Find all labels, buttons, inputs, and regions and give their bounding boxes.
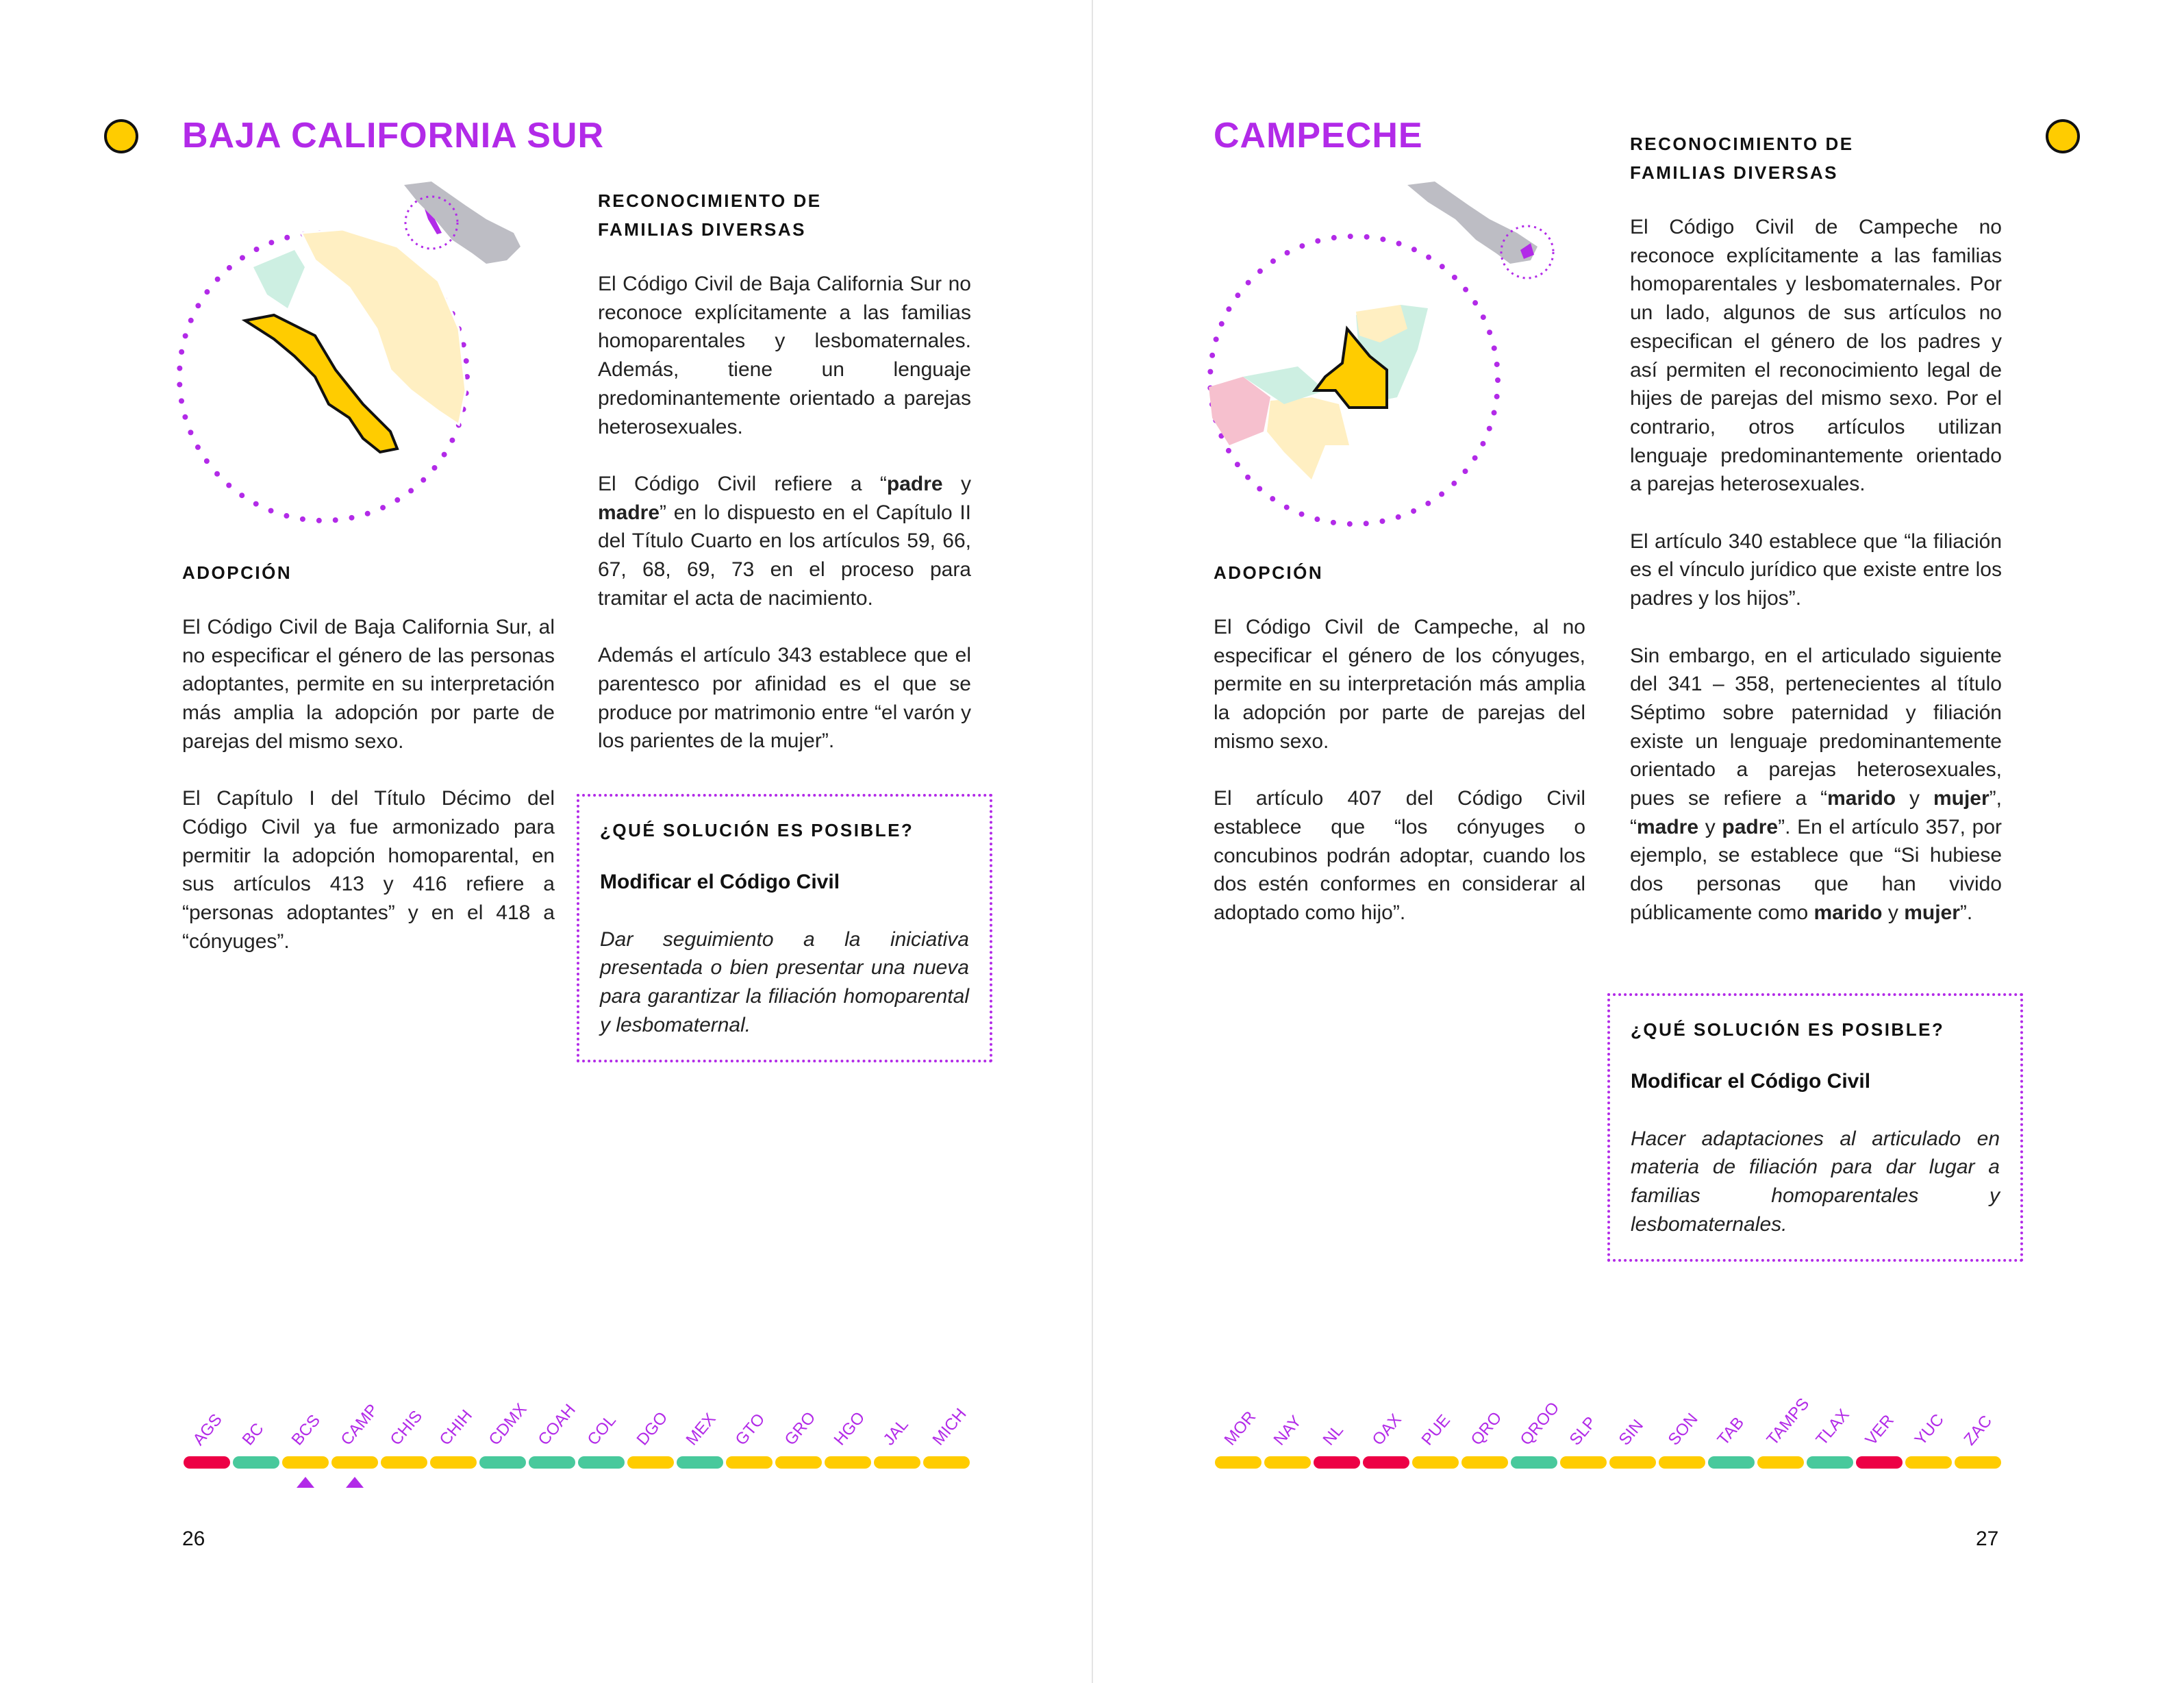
state-label: SLP xyxy=(1566,1413,1601,1449)
text: ”. xyxy=(1959,901,1973,924)
state-status-segment-ver xyxy=(1856,1456,1903,1469)
text: El Código Civil de Baja California Sur, al no especificar el género de las personas adoptantes, permite en su interpretación más amplia la adopción por parte de parejas del mismo sexo. xyxy=(182,616,555,753)
state-label: DGO xyxy=(633,1408,672,1449)
state-label: COL xyxy=(583,1411,620,1449)
page-title: CAMPECHE xyxy=(1214,116,1423,155)
state-label: TLAX xyxy=(1812,1406,1853,1449)
paragraph xyxy=(182,784,555,956)
state-label: CAMP xyxy=(337,1400,382,1449)
state-label: NAY xyxy=(1270,1412,1305,1449)
state-label: VER xyxy=(1861,1411,1898,1449)
state-status-segment-col xyxy=(578,1456,625,1469)
state-status-segment-tamps xyxy=(1757,1456,1804,1469)
paragraph xyxy=(1630,642,2002,927)
state-label: CDMX xyxy=(485,1399,531,1449)
text: El Código Civil de Campeche, al no especificar el género de los cónyuges, permite en su interpretación más amplia la adopción por parte de parejas del mismo sexo. xyxy=(1214,616,1585,753)
state-status-segment-jal xyxy=(874,1456,920,1469)
state-status-segment-chih xyxy=(430,1456,477,1469)
paragraph xyxy=(1630,213,2002,499)
solution-subtitle: Modificar el Código Civil xyxy=(600,871,840,893)
text: El Capítulo I del Título Décimo del Código Civil ya fue armonizado para permitir la adopción homoparental, en sus artículos 413 y 416 refiere a “personas adoptantes” y en el 418 a “cónyuges”. xyxy=(182,787,555,953)
state-label: CHIH xyxy=(436,1406,476,1449)
page-number: 27 xyxy=(1976,1528,1999,1550)
text: ” en lo dispuesto en el Capítulo II del Título Cuarto en los artículos 59, 66, 67, 68, 69, 73 en el proceso para tramitar el acta de nacimiento. xyxy=(598,501,971,610)
text: y xyxy=(942,472,971,495)
state-status-segment-bcs xyxy=(282,1456,329,1469)
state-status-segment-hgo xyxy=(825,1456,871,1469)
state-status-segment-yuc xyxy=(1905,1456,1952,1469)
page-title: BAJA CALIFORNIA SUR xyxy=(182,116,605,155)
section-heading-adopcion: ADOPCIÓN xyxy=(182,562,292,583)
section-heading-reconocimiento xyxy=(598,186,971,244)
state-label: GTO xyxy=(731,1410,769,1449)
state-status-segment-mex xyxy=(677,1456,723,1469)
state-status-segment-nay xyxy=(1264,1456,1311,1469)
solution-text: Dar seguimiento a la iniciativa presentada o bien presentar una nueva para garantizar la filiación homoparental y lesbomaternal. xyxy=(600,927,969,1036)
state-label: TAB xyxy=(1714,1413,1748,1449)
paragraph xyxy=(598,270,971,441)
text: El Código Civil refiere a “ xyxy=(598,472,887,495)
text: El artículo 340 establece que “la filiación es el vínculo jurídico que existe entre los padres y los hijos”. xyxy=(1630,529,2002,610)
text: El artículo 407 del Código Civil establece que “los cónyuges o concubinos podrán adoptar, cuando los dos estén conformes en considerar al adoptado como hijo”. xyxy=(1214,787,1585,925)
state-label: NL xyxy=(1319,1421,1347,1449)
text: y xyxy=(1698,815,1722,838)
state-status-bar xyxy=(182,1384,971,1480)
state-label: JAL xyxy=(879,1415,912,1449)
current-state-marker-icon xyxy=(346,1477,364,1488)
bold-text: mujer xyxy=(1904,901,1960,924)
text: y xyxy=(1882,901,1905,924)
state-status-segment-coah xyxy=(529,1456,575,1469)
page-number: 26 xyxy=(182,1528,205,1550)
bold-text: marido xyxy=(1813,901,1883,924)
state-map-campeche xyxy=(1202,171,1585,527)
heading-line: RECONOCIMIENTO DE xyxy=(598,190,822,211)
text: ”, “ xyxy=(1630,787,2002,838)
reconocimiento-text xyxy=(598,270,971,756)
state-status-segment-sin xyxy=(1609,1456,1656,1469)
heading-line: FAMILIAS DIVERSAS xyxy=(1630,162,1838,183)
state-label: AGS xyxy=(189,1410,226,1449)
state-status-segment-cdmx xyxy=(479,1456,526,1469)
section-heading-adopcion: ADOPCIÓN xyxy=(1214,562,1324,583)
state-status-segment-dgo xyxy=(627,1456,674,1469)
state-label: COAH xyxy=(534,1400,579,1449)
state-label: BCS xyxy=(288,1411,324,1449)
state-label: HGO xyxy=(830,1408,869,1449)
paragraph xyxy=(1630,527,2002,613)
state-status-segment-slp xyxy=(1560,1456,1607,1469)
solution-box xyxy=(577,794,992,1062)
state-label: BC xyxy=(238,1419,268,1449)
text: El Código Civil de Baja California Sur no reconoce explícitamente a las familias homoparentales y lesbomaternales. Además, tiene un lenguaje predominantemente orientado a parejas heterosexuales. xyxy=(598,273,971,438)
state-label: QRO xyxy=(1467,1408,1506,1449)
reconocimiento-text xyxy=(1630,213,2002,927)
text: y xyxy=(1896,787,1933,810)
solution-subtitle: Modificar el Código Civil xyxy=(1631,1070,1871,1093)
text: El Código Civil de Campeche no reconoce explícitamente a las familias homoparentales y lesbomaternales. Por un lado, algunos de sus artículos no especifican el género de los padres y así permiten el reconocimiento legal de hijes de parejas del mismo sexo. Por el contrario, otros artículos utilizan lenguaje predominantemente orientado a parejas heterosexuales. xyxy=(1630,216,2002,496)
bold-text: padre xyxy=(886,472,943,495)
state-label: MEX xyxy=(682,1410,720,1449)
state-status-segment-camp xyxy=(331,1456,378,1469)
state-label: CHIS xyxy=(386,1407,427,1449)
state-label: TAMPS xyxy=(1763,1395,1813,1449)
bold-text: madre xyxy=(598,501,660,524)
state-label: MOR xyxy=(1220,1408,1260,1449)
adopcion-text xyxy=(182,613,555,956)
state-status-bar xyxy=(1214,1384,2003,1480)
page-gutter xyxy=(1092,0,1093,1683)
state-status-segment-mich xyxy=(923,1456,970,1469)
solution-box xyxy=(1607,993,2023,1262)
state-status-segment-bc xyxy=(233,1456,279,1469)
section-heading-reconocimiento xyxy=(1630,129,2002,187)
adopcion-text xyxy=(1214,613,1585,927)
state-status-segment-oax xyxy=(1363,1456,1409,1469)
state-label: ZAC xyxy=(1960,1412,1996,1449)
state-status-segment-qro xyxy=(1461,1456,1508,1469)
state-status-segment-mor xyxy=(1215,1456,1262,1469)
yellow-status-dot xyxy=(2046,119,2080,153)
paragraph xyxy=(182,613,555,756)
bold-text: madre xyxy=(1637,815,1699,838)
paragraph xyxy=(1214,613,1585,756)
state-label: GRO xyxy=(781,1408,820,1449)
text: Además el artículo 343 establece que el parentesco por afinidad es el que se produce por matrimonio entre “el varón y los parientes de la mujer”. xyxy=(598,644,971,753)
state-status-segment-chis xyxy=(381,1456,427,1469)
state-status-segment-nl xyxy=(1314,1456,1360,1469)
text: ”. En el artículo 357, por ejemplo, se establece que “Si hubiese dos personas que han vivido públicamente como xyxy=(1630,815,2002,924)
paragraph xyxy=(598,470,971,613)
state-status-segment-qroo xyxy=(1511,1456,1557,1469)
state-status-segment-ags xyxy=(184,1456,230,1469)
solution-heading: ¿QUÉ SOLUCIÓN ES POSIBLE? xyxy=(1631,1019,1945,1040)
state-label: YUC xyxy=(1911,1410,1948,1449)
state-status-segment-gto xyxy=(726,1456,773,1469)
paragraph xyxy=(598,641,971,756)
state-map-bcs xyxy=(171,171,555,527)
state-label: PUE xyxy=(1418,1411,1454,1449)
state-status-segment-son xyxy=(1659,1456,1705,1469)
yellow-status-dot xyxy=(104,119,138,153)
heading-line: RECONOCIMIENTO DE xyxy=(1630,134,1854,154)
paragraph xyxy=(1214,784,1585,927)
state-status-segment-tlax xyxy=(1807,1456,1853,1469)
state-status-segment-pue xyxy=(1412,1456,1459,1469)
state-label: QROO xyxy=(1516,1398,1564,1449)
solution-heading: ¿QUÉ SOLUCIÓN ES POSIBLE? xyxy=(600,820,914,840)
state-status-segment-tab xyxy=(1708,1456,1755,1469)
current-state-marker-icon xyxy=(297,1477,314,1488)
state-label: SON xyxy=(1664,1410,1702,1449)
state-status-segment-zac xyxy=(1955,1456,2001,1469)
state-label: SIN xyxy=(1615,1416,1647,1449)
state-label: OAX xyxy=(1368,1410,1405,1449)
bold-text: mujer xyxy=(1933,787,1990,810)
state-label: MICH xyxy=(929,1405,970,1449)
bold-text: padre xyxy=(1722,815,1779,838)
bold-text: marido xyxy=(1827,787,1896,810)
heading-line: FAMILIAS DIVERSAS xyxy=(598,219,806,240)
solution-text: Hacer adaptaciones al articulado en materia de filiación para dar lugar a familias homoparentales y lesbomaternales. xyxy=(1631,1127,2000,1236)
state-status-segment-gro xyxy=(775,1456,822,1469)
text: Sin embargo, en el articulado siguiente del 341 – 358, pertenecientes al título Séptimo sobre paternidad y filiación existe un lenguaje predominantemente orientado a parejas heterosexuales, pues se refiere a “ xyxy=(1630,644,2002,810)
